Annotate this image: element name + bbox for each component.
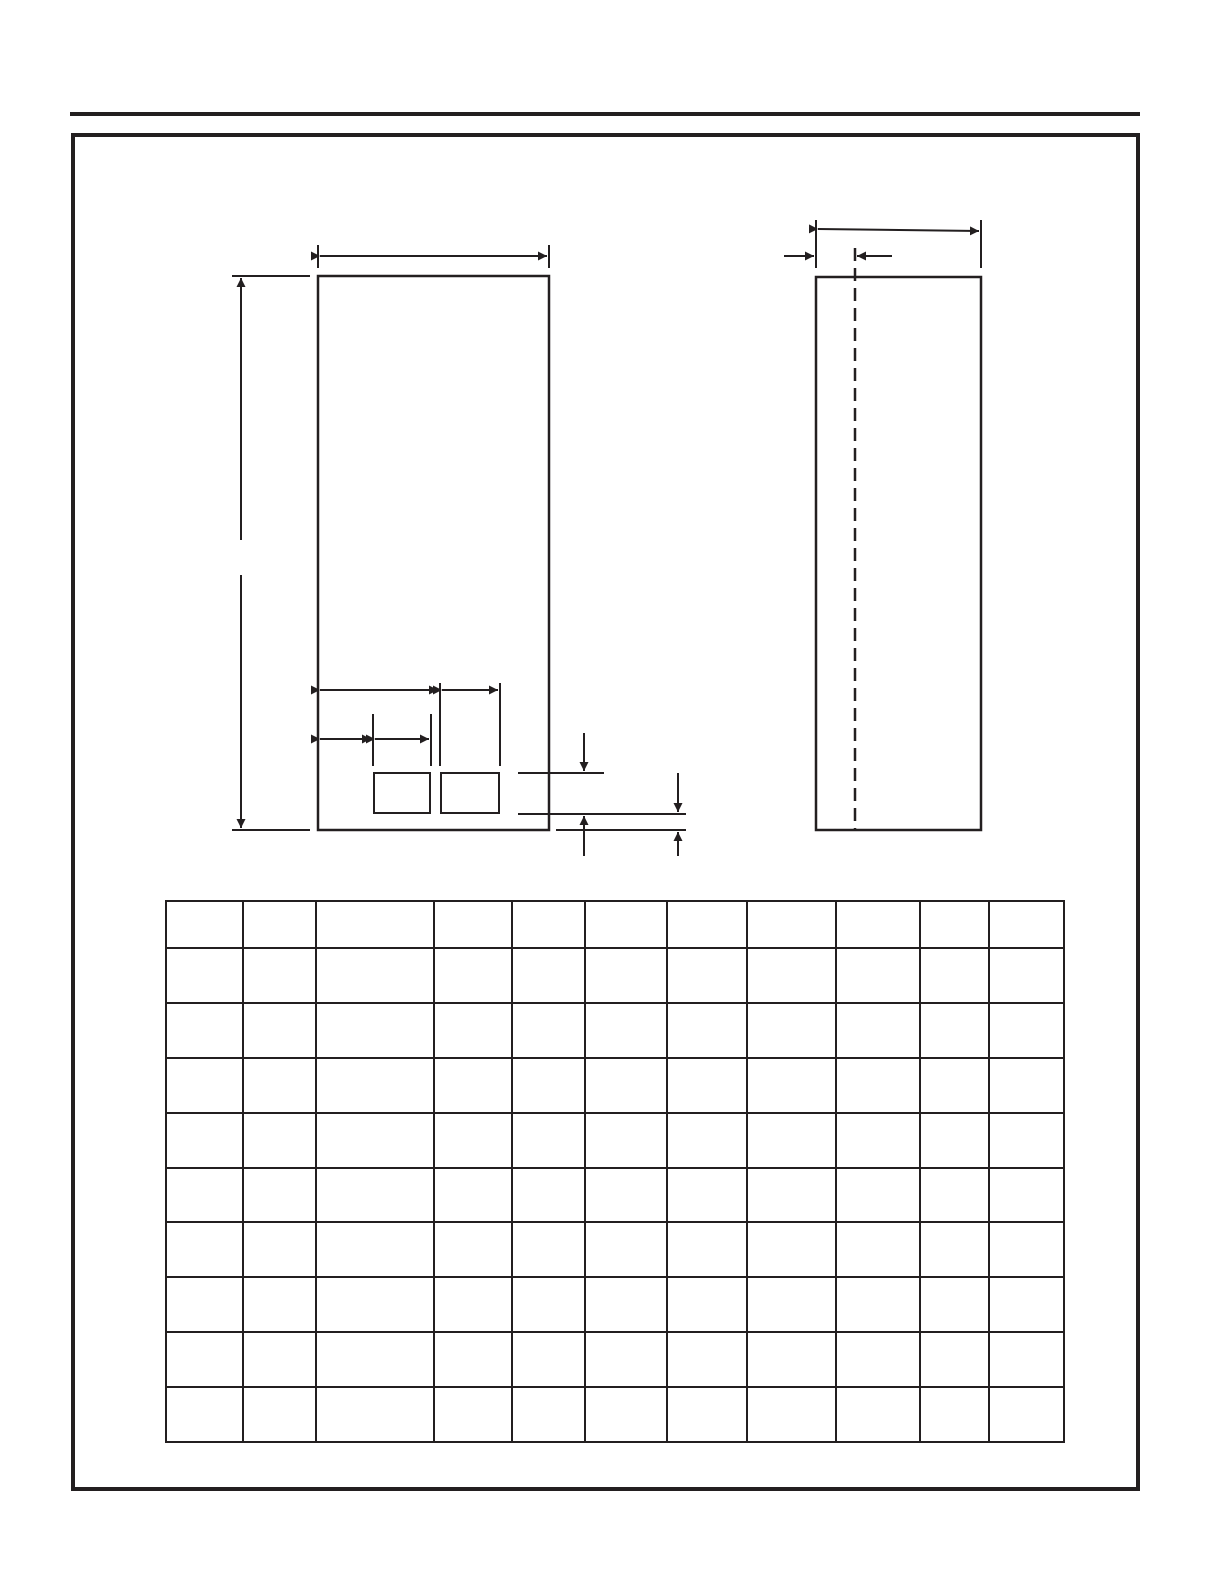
table-cell — [747, 1222, 836, 1277]
table-cell — [316, 1058, 434, 1113]
table-cell — [434, 1003, 512, 1058]
table-cell — [316, 1168, 434, 1223]
table-cell — [243, 1003, 316, 1058]
table-cell — [243, 1332, 316, 1387]
table-row — [166, 1332, 1064, 1387]
table-cell — [920, 1387, 989, 1442]
height-dimension — [232, 276, 310, 830]
table-cell — [836, 1277, 920, 1332]
table-cell — [243, 1058, 316, 1113]
table-cell — [316, 948, 434, 1003]
width-dimension — [318, 245, 549, 268]
table-row — [166, 1113, 1064, 1168]
table-cell — [585, 1277, 667, 1332]
table-cell — [512, 1222, 585, 1277]
right-opening — [441, 773, 499, 813]
table-cell — [512, 1277, 585, 1332]
table-cell — [512, 1003, 585, 1058]
side-view-outline — [816, 277, 981, 830]
table-cell — [836, 1168, 920, 1223]
table-cell — [667, 1332, 747, 1387]
table-cell — [747, 1332, 836, 1387]
depth-dimension — [816, 220, 981, 268]
table-cell — [836, 948, 920, 1003]
table-cell — [316, 1387, 434, 1442]
table-cell — [512, 1058, 585, 1113]
table-cell — [166, 1168, 243, 1223]
table-header-cell — [166, 901, 243, 948]
table-cell — [585, 948, 667, 1003]
table-cell — [667, 1277, 747, 1332]
table-header-row — [166, 901, 1064, 948]
table-cell — [434, 1168, 512, 1223]
table-cell — [836, 1332, 920, 1387]
table-cell — [166, 1003, 243, 1058]
table-cell — [667, 1058, 747, 1113]
table-cell — [166, 948, 243, 1003]
table-cell — [434, 1058, 512, 1113]
table-cell — [585, 1222, 667, 1277]
table-cell — [989, 1277, 1064, 1332]
table-row — [166, 948, 1064, 1003]
table-row — [166, 1277, 1064, 1332]
table-cell — [512, 1113, 585, 1168]
table-header-cell — [434, 901, 512, 948]
table-row — [166, 1222, 1064, 1277]
table-cell — [434, 1222, 512, 1277]
table-cell — [434, 1332, 512, 1387]
table-cell — [989, 948, 1064, 1003]
table-cell — [989, 1113, 1064, 1168]
table-cell — [434, 1387, 512, 1442]
table-cell — [989, 1332, 1064, 1387]
table-cell — [920, 1058, 989, 1113]
table-row — [166, 1058, 1064, 1113]
table-cell — [243, 1387, 316, 1442]
table-cell — [920, 1168, 989, 1223]
table-cell — [836, 1387, 920, 1442]
table-cell — [747, 1387, 836, 1442]
table-cell — [989, 1168, 1064, 1223]
table-cell — [585, 1332, 667, 1387]
table-cell — [747, 1277, 836, 1332]
table-cell — [512, 948, 585, 1003]
table-cell — [747, 1003, 836, 1058]
spec-table — [165, 900, 1065, 1443]
table-cell — [243, 1113, 316, 1168]
table-row — [166, 1003, 1064, 1058]
table-cell — [667, 1222, 747, 1277]
table-cell — [166, 1058, 243, 1113]
table-cell — [585, 1058, 667, 1113]
table-cell — [747, 1168, 836, 1223]
opening-offset-dimensions — [320, 683, 500, 766]
table-header-cell — [989, 901, 1064, 948]
table-cell — [166, 1222, 243, 1277]
table-cell — [747, 948, 836, 1003]
opening-height-dimensions — [518, 733, 686, 856]
table-cell — [243, 1168, 316, 1223]
table-cell — [316, 1332, 434, 1387]
table-cell — [836, 1222, 920, 1277]
table-cell — [166, 1387, 243, 1442]
table-cell — [512, 1168, 585, 1223]
table-cell — [667, 1168, 747, 1223]
table-header-cell — [920, 901, 989, 948]
table-cell — [585, 1387, 667, 1442]
table-cell — [585, 1113, 667, 1168]
table-cell — [989, 1387, 1064, 1442]
table-cell — [667, 1113, 747, 1168]
table-cell — [989, 1222, 1064, 1277]
table-cell — [836, 1003, 920, 1058]
table-cell — [512, 1387, 585, 1442]
table-cell — [747, 1058, 836, 1113]
table-row — [166, 1387, 1064, 1442]
table-row — [166, 1168, 1064, 1223]
table-header-cell — [667, 901, 747, 948]
table-cell — [434, 948, 512, 1003]
table-header-cell — [243, 901, 316, 948]
front-view — [232, 245, 686, 856]
table-header-cell — [747, 901, 836, 948]
table-cell — [920, 1113, 989, 1168]
table-cell — [166, 1332, 243, 1387]
table-cell — [585, 1003, 667, 1058]
table-cell — [512, 1332, 585, 1387]
table-cell — [166, 1277, 243, 1332]
table-cell — [989, 1003, 1064, 1058]
table-header-cell — [316, 901, 434, 948]
front-view-outline — [318, 276, 549, 830]
table-cell — [667, 1387, 747, 1442]
table-cell — [920, 948, 989, 1003]
table-cell — [920, 1222, 989, 1277]
table-cell — [667, 1003, 747, 1058]
table-header-cell — [836, 901, 920, 948]
table-cell — [836, 1113, 920, 1168]
table-cell — [920, 1003, 989, 1058]
table-cell — [836, 1058, 920, 1113]
table-cell — [667, 948, 747, 1003]
side-view — [784, 220, 981, 830]
table-cell — [243, 1222, 316, 1277]
table-cell — [243, 1277, 316, 1332]
table-cell — [434, 1277, 512, 1332]
table-cell — [920, 1332, 989, 1387]
table-cell — [243, 948, 316, 1003]
table-cell — [316, 1277, 434, 1332]
table-cell — [747, 1113, 836, 1168]
table-cell — [585, 1168, 667, 1223]
table-cell — [434, 1113, 512, 1168]
table-header-cell — [585, 901, 667, 948]
table-cell — [166, 1113, 243, 1168]
table-cell — [316, 1003, 434, 1058]
table-header-cell — [512, 901, 585, 948]
table-cell — [989, 1058, 1064, 1113]
left-opening — [374, 773, 430, 813]
table-cell — [316, 1222, 434, 1277]
table-cell — [920, 1277, 989, 1332]
table-cell — [316, 1113, 434, 1168]
